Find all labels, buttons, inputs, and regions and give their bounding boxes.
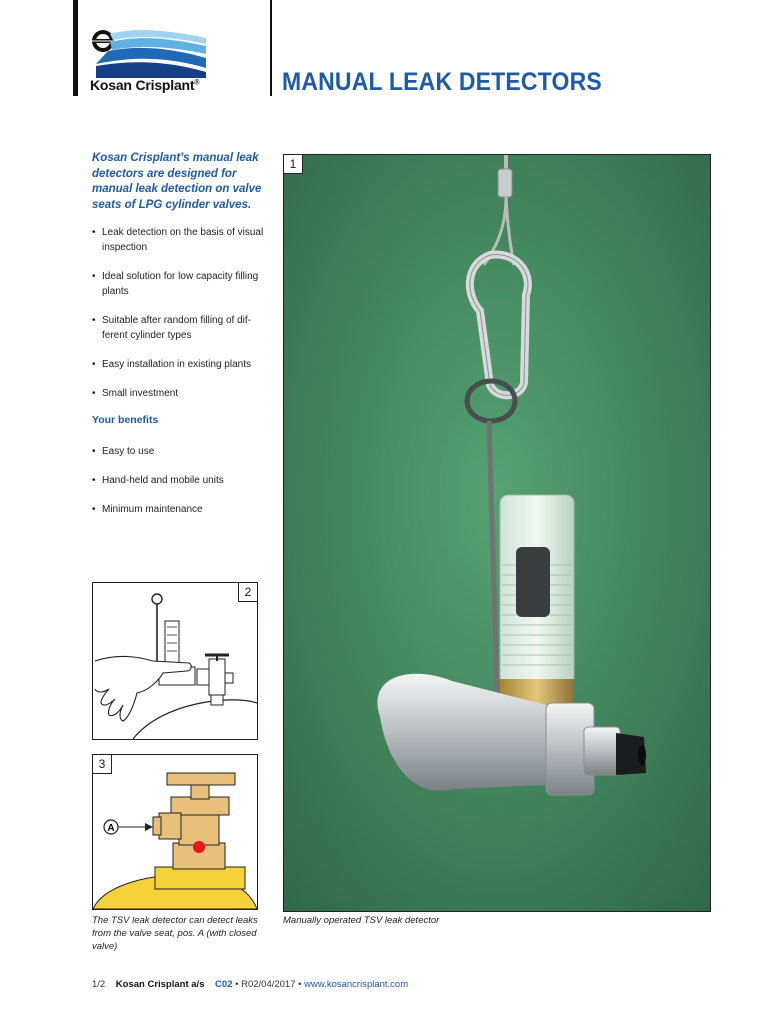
page-title: MANUAL LEAK DETECTORS [282,68,602,96]
figure-number: 2 [238,583,257,602]
page-number: 1/2 [92,979,106,990]
figure-photo-leak-detector [283,154,711,912]
list-item: • Small investment [92,388,179,399]
figure-hand-detector [92,582,258,740]
feature-list [92,225,272,415]
revision-date: R02/04/2017 [241,979,296,990]
list-item: • Minimum maintenance [92,504,203,515]
photo-caption: Manually operated TSV leak detector [283,915,440,926]
list-item: • Ideal solution for low capacity filling plants [92,271,259,297]
footer-separator: • [298,979,302,990]
benefits-list [92,444,272,531]
list-item: • Easy to use [92,446,155,457]
figure-number: 3 [93,755,112,774]
leak-detector-photo [284,155,710,911]
page-footer [92,979,408,990]
bullet-dot-icon: • [92,359,96,370]
bullet-dot-icon: • [92,446,96,457]
figure-number: 1 [284,155,303,174]
bullet-dot-icon: • [92,315,96,326]
list-item: • Suitable after random filling of dif-ferent cylinder types [92,315,251,341]
hand-detector-illustration [93,583,257,739]
benefits-heading: Your benefits [92,414,159,426]
valve-illustration [93,755,257,909]
figure-valve [92,754,258,910]
intro-text: Kosan Crisplant’s manual leak detectors are designed for manual leak detection on valve seats of LPG cylinder valves. [92,152,262,211]
valve-caption: The TSV leak detector can detect leaks from the valve seat, pos. A (with closed valve) [92,915,258,952]
list-item: • Hand-held and mobile units [92,475,224,486]
bullet-dot-icon: • [92,388,96,399]
valve-position-label: A [107,823,115,834]
header-divider-left [73,0,78,96]
footer-separator: • [235,979,239,990]
list-item: • Leak detection on the basis of visual inspection [92,227,264,253]
header-divider-right [270,0,272,96]
bullet-dot-icon: • [92,475,96,486]
bullet-dot-icon: • [92,504,96,515]
footer-company: Kosan Crisplant a/s [115,979,205,990]
website-link[interactable]: www.kosancrisplant.com [304,979,409,990]
list-item: • Easy installation in existing plants [92,359,251,370]
bullet-dot-icon: • [92,227,96,238]
brand-name: Kosan Crisplant® [90,77,200,93]
kosan-crisplant-logo-icon [88,24,208,78]
document-code: C02 [215,979,233,990]
bullet-dot-icon: • [92,271,96,282]
